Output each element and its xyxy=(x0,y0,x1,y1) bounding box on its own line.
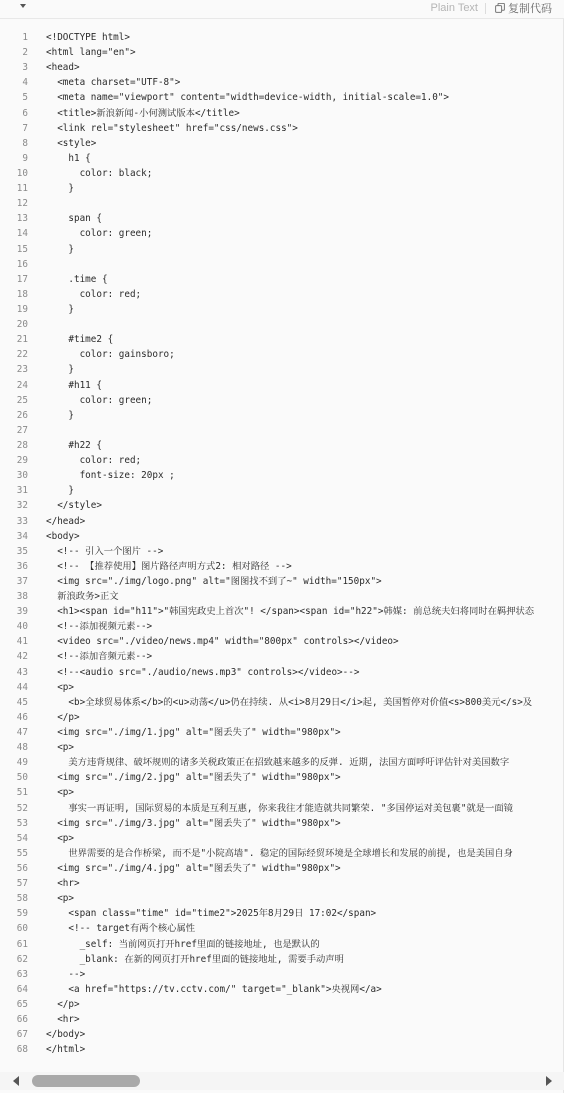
line-number: 41 xyxy=(16,636,28,648)
line-number: 17 xyxy=(16,273,28,285)
code-line xyxy=(0,619,564,634)
line-number: 33 xyxy=(16,515,28,527)
code-line xyxy=(0,317,564,332)
code-line xyxy=(0,468,564,483)
code-text: <p> xyxy=(46,681,74,693)
code-line xyxy=(0,438,564,453)
code-text: <!-- 引入一个图片 --> xyxy=(46,545,164,557)
line-number: 47 xyxy=(16,727,28,739)
line-number: 44 xyxy=(16,681,28,693)
code-line xyxy=(0,483,564,498)
code-line xyxy=(0,302,564,317)
line-number: 57 xyxy=(16,878,28,890)
line-number: 11 xyxy=(16,183,28,195)
code-line xyxy=(0,982,564,997)
code-line xyxy=(0,861,564,876)
code-line xyxy=(0,1027,564,1042)
code-line xyxy=(0,876,564,891)
line-number: 8 xyxy=(22,137,28,149)
chevron-down-icon[interactable] xyxy=(20,4,26,8)
code-text: 新浪政务>正文 xyxy=(46,591,119,603)
code-line xyxy=(0,408,564,423)
scrollbar-thumb[interactable] xyxy=(32,1075,140,1087)
code-text: .time { xyxy=(46,273,108,285)
line-number: 4 xyxy=(22,77,28,89)
code-line xyxy=(0,997,564,1012)
line-number: 22 xyxy=(16,349,28,361)
line-number: 40 xyxy=(16,621,28,633)
line-number: 42 xyxy=(16,651,28,663)
code-line xyxy=(0,785,564,800)
code-line xyxy=(0,544,564,559)
line-number: 7 xyxy=(22,122,28,134)
code-line xyxy=(0,921,564,936)
code-text: } xyxy=(46,364,74,376)
code-line xyxy=(0,362,564,377)
line-number: 60 xyxy=(16,923,28,935)
code-line xyxy=(0,226,564,241)
line-number: 39 xyxy=(16,606,28,618)
code-text: </body> xyxy=(46,1029,86,1041)
code-line xyxy=(0,272,564,287)
line-number: 15 xyxy=(16,243,28,255)
code-text: <h1><span id="h11">"韩国宪政史上首次"! </span><span id="h22">韩媒: 前总统夫妇将同时在羁押状态 xyxy=(46,606,535,618)
line-number: 51 xyxy=(16,787,28,799)
copy-code-button[interactable] xyxy=(495,1,552,15)
line-number: 29 xyxy=(16,455,28,467)
line-number: 34 xyxy=(16,530,28,542)
line-number: 23 xyxy=(16,364,28,376)
code-text: _self: 当前网页打开href里面的链接地址, 也是默认的 xyxy=(46,938,320,950)
code-line xyxy=(0,211,564,226)
language-label: Plain Text xyxy=(430,2,478,14)
code-line xyxy=(0,242,564,257)
code-line xyxy=(0,151,564,166)
line-number: 64 xyxy=(16,983,28,995)
copy-code-label: 复制代码 xyxy=(508,3,552,15)
code-text: </p> xyxy=(46,999,80,1010)
code-text: <hr> xyxy=(46,878,80,890)
code-text: <body> xyxy=(46,530,80,542)
code-text: <hr> xyxy=(46,1014,80,1026)
code-line xyxy=(0,816,564,831)
code-line xyxy=(0,589,564,604)
code-line xyxy=(0,332,564,347)
code-text: <link rel="stylesheet" href="css/news.css"> xyxy=(46,122,298,134)
line-number: 6 xyxy=(22,107,28,119)
line-number: 53 xyxy=(16,817,28,829)
line-number: 36 xyxy=(16,560,28,572)
code-text: <title>新浪新闻-小何测试版本</title> xyxy=(46,107,240,119)
code-line xyxy=(0,60,564,75)
code-text: <meta name="viewport" content="width=device-width, initial-scale=1.0"> xyxy=(46,92,449,104)
code-text: 美方违背规律、破坏规则的诸多关税政策正在招致越来越多的反弹. 近期, 法国方面呼吁评估针对美国数字 xyxy=(46,757,510,769)
line-number: 61 xyxy=(16,938,28,950)
code-text: <p> xyxy=(46,787,74,799)
line-number: 52 xyxy=(16,802,28,814)
code-line xyxy=(0,106,564,121)
code-text: <style> xyxy=(46,137,97,149)
code-line xyxy=(0,680,564,695)
code-text: <span class="time" id="time2">2025年8月29日 17:02</span> xyxy=(46,908,377,920)
code-text: <img src="./img/logo.png" alt="图图找不到了~" width="150px"> xyxy=(46,575,382,587)
code-text: <img src="./img/4.jpg" alt="图丢失了" width="980px"> xyxy=(46,863,341,875)
line-number: 50 xyxy=(16,772,28,784)
line-number: 62 xyxy=(16,953,28,965)
code-text: </head> xyxy=(46,515,86,527)
code-text: } xyxy=(46,485,74,497)
line-number: 46 xyxy=(16,711,28,723)
code-line xyxy=(0,846,564,861)
code-text: } xyxy=(46,303,74,315)
line-number: 28 xyxy=(16,439,28,451)
line-number: 9 xyxy=(22,152,28,164)
line-number: 5 xyxy=(22,92,28,104)
code-line xyxy=(0,634,564,649)
line-number: 24 xyxy=(16,379,28,391)
code-line xyxy=(0,45,564,60)
code-text: <meta charset="UTF-8"> xyxy=(46,77,181,89)
code-text: #h22 { xyxy=(46,439,102,451)
toolbar-divider-line xyxy=(0,18,564,19)
code-text: h1 { xyxy=(46,152,91,164)
line-number: 14 xyxy=(16,228,28,240)
line-number: 26 xyxy=(16,409,28,421)
code-line xyxy=(0,75,564,90)
arrow-right-icon[interactable] xyxy=(546,1076,552,1086)
code-text: color: green; xyxy=(46,228,153,240)
line-number: 32 xyxy=(16,500,28,512)
code-text: color: red; xyxy=(46,455,142,467)
code-line xyxy=(0,378,564,393)
code-text: #h11 { xyxy=(46,379,102,391)
line-number: 48 xyxy=(16,742,28,754)
line-number: 25 xyxy=(16,394,28,406)
code-line xyxy=(0,967,564,982)
line-number: 10 xyxy=(16,167,28,179)
code-line xyxy=(0,725,564,740)
line-number: 55 xyxy=(16,847,28,859)
line-number: 65 xyxy=(16,999,28,1010)
code-line xyxy=(0,1012,564,1027)
code-text: <html lang="en"> xyxy=(46,47,136,59)
code-text: color: gainsboro; xyxy=(46,349,175,361)
code-text: <!--添加视频元素--> xyxy=(46,621,153,633)
line-number: 12 xyxy=(16,198,28,210)
line-number: 18 xyxy=(16,288,28,300)
code-line xyxy=(0,181,564,196)
horizontal-scrollbar[interactable] xyxy=(0,1072,564,1090)
code-text: </p> xyxy=(46,711,80,723)
line-number: 58 xyxy=(16,893,28,905)
code-text: <p> xyxy=(46,832,74,844)
code-line xyxy=(0,891,564,906)
line-number: 13 xyxy=(16,213,28,225)
code-text: <b>全球贸易体系</b>的<u>动荡</u>仍在持续. 从<i>8月29日</i>起, 美国暂停对价值<s>800美元</s>及 xyxy=(46,696,533,708)
code-line xyxy=(0,498,564,513)
line-number: 66 xyxy=(16,1014,28,1026)
line-number: 3 xyxy=(22,62,28,74)
code-line xyxy=(0,136,564,151)
code-line xyxy=(0,347,564,362)
code-text: <video src="./video/news.mp4" width="800px" controls></video> xyxy=(46,636,399,648)
code-text: } xyxy=(46,409,74,421)
code-line xyxy=(0,287,564,302)
code-line xyxy=(0,529,564,544)
code-text: </style> xyxy=(46,500,102,512)
line-number: 49 xyxy=(16,757,28,769)
code-text: 世界需要的是合作桥梁, 而不是"小院高墙". 稳定的国际经贸环境是全球增长和发展的前提, 也是美国自身 xyxy=(46,847,513,859)
line-number: 19 xyxy=(16,303,28,315)
code-text: </html> xyxy=(46,1044,86,1056)
line-number: 37 xyxy=(16,575,28,587)
line-number: 68 xyxy=(16,1044,28,1056)
line-number: 31 xyxy=(16,485,28,497)
code-text: <a href="https://tv.cctv.com/" target="_blank">央视网</a> xyxy=(46,983,382,995)
line-number: 16 xyxy=(16,258,28,270)
code-text: color: green; xyxy=(46,394,153,406)
code-line xyxy=(0,453,564,468)
code-content[interactable] xyxy=(0,30,564,1067)
code-line xyxy=(0,30,564,45)
line-number: 45 xyxy=(16,696,28,708)
code-text: <!-- target有两个核心属性 xyxy=(46,923,196,935)
code-line xyxy=(0,710,564,725)
line-number: 20 xyxy=(16,319,28,331)
line-number: 21 xyxy=(16,334,28,346)
code-line xyxy=(0,121,564,136)
arrow-left-icon[interactable] xyxy=(13,1076,19,1086)
code-line xyxy=(0,952,564,967)
code-line xyxy=(0,740,564,755)
line-number: 56 xyxy=(16,863,28,875)
code-line xyxy=(0,937,564,952)
code-line xyxy=(0,695,564,710)
line-number: 54 xyxy=(16,832,28,844)
line-number: 2 xyxy=(22,47,28,59)
line-number: 27 xyxy=(16,424,28,436)
code-line xyxy=(0,393,564,408)
code-text: <!-- 【推荐使用】图片路径声明方式2: 相对路径 --> xyxy=(46,560,292,572)
line-number: 38 xyxy=(16,591,28,603)
code-text: <img src="./img/3.jpg" alt="图丢失了" width="980px"> xyxy=(46,817,341,829)
line-number: 30 xyxy=(16,470,28,482)
code-text: <!DOCTYPE html> xyxy=(46,32,130,43)
code-text: <!--添加音频元素--> xyxy=(46,651,153,663)
code-line xyxy=(0,604,564,619)
line-number: 1 xyxy=(22,32,28,43)
code-line xyxy=(0,196,564,211)
code-line xyxy=(0,1042,564,1057)
code-text: font-size: 20px ; xyxy=(46,470,175,482)
code-text: <img src="./img/1.jpg" alt="图丢失了" width="980px"> xyxy=(46,727,341,739)
code-text: <img src="./img/2.jpg" alt="图丢失了" width="980px"> xyxy=(46,772,341,784)
code-line xyxy=(0,90,564,105)
line-number: 59 xyxy=(16,908,28,920)
line-number: 67 xyxy=(16,1029,28,1041)
code-line xyxy=(0,574,564,589)
code-toolbar xyxy=(0,0,564,18)
code-line xyxy=(0,166,564,181)
code-line xyxy=(0,801,564,816)
code-line xyxy=(0,514,564,529)
code-text: <!--<audio src="./audio/news.mp3" controls></video>--> xyxy=(46,666,360,678)
code-text: color: black; xyxy=(46,167,153,179)
code-line xyxy=(0,559,564,574)
code-line xyxy=(0,755,564,770)
toolbar-divider xyxy=(485,3,486,14)
code-text: 事实一再证明, 国际贸易的本质是互利互惠, 你来我往才能造就共同繁荣. "多国停运对美包裹"就是一面镜 xyxy=(46,802,513,814)
code-line xyxy=(0,665,564,680)
copy-icon xyxy=(495,3,505,13)
code-text: span { xyxy=(46,213,102,225)
code-text: <head> xyxy=(46,62,80,74)
code-text: color: red; xyxy=(46,288,142,300)
code-text: <p> xyxy=(46,742,74,754)
code-line xyxy=(0,257,564,272)
line-number: 35 xyxy=(16,545,28,557)
code-line xyxy=(0,423,564,438)
code-text: --> xyxy=(46,968,86,980)
code-text: #time2 { xyxy=(46,334,114,346)
code-line xyxy=(0,770,564,785)
code-line xyxy=(0,649,564,664)
code-text: _blank: 在新的网页打开href里面的链接地址, 需要手动声明 xyxy=(46,953,344,965)
code-text: } xyxy=(46,243,74,255)
code-line xyxy=(0,906,564,921)
line-number: 43 xyxy=(16,666,28,678)
code-text: } xyxy=(46,183,74,195)
code-text: <p> xyxy=(46,893,74,905)
line-number: 63 xyxy=(16,968,28,980)
code-line xyxy=(0,831,564,846)
